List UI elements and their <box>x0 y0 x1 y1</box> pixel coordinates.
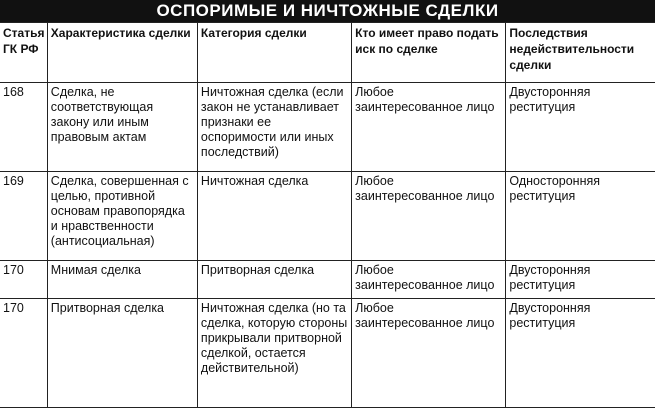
transactions-table <box>0 22 655 408</box>
cell-characteristic: Сделка, совершенная с целью, противной основам правопорядка и нравственности (антисоциальная) <box>47 172 197 261</box>
table-header-row <box>0 23 655 83</box>
table-row <box>0 172 655 261</box>
header-consequences: Последствия недействительности сделки <box>506 23 655 83</box>
table-row <box>0 299 655 408</box>
cell-category: Ничтожная сделка <box>197 172 351 261</box>
table-row <box>0 83 655 172</box>
cell-article: 169 <box>0 172 47 261</box>
cell-consequences: Двусторонняя реституция <box>506 83 655 172</box>
header-category: Категория сделки <box>197 23 351 83</box>
page-title: ОСПОРИМЫЕ И НИЧТОЖНЫЕ СДЕЛКИ <box>0 0 655 22</box>
cell-characteristic: Мнимая сделка <box>47 261 197 299</box>
cell-article: 170 <box>0 299 47 408</box>
cell-article: 170 <box>0 261 47 299</box>
cell-claimant: Любое заинтересованное лицо <box>352 83 506 172</box>
header-claimant: Кто имеет право подать иск по сделке <box>352 23 506 83</box>
table-row <box>0 261 655 299</box>
cell-characteristic: Сделка, не соответствующая закону или иным правовым актам <box>47 83 197 172</box>
cell-claimant: Любое заинтересованное лицо <box>352 261 506 299</box>
cell-consequences: Двусторонняя реституция <box>506 299 655 408</box>
cell-article: 168 <box>0 83 47 172</box>
header-characteristic: Характеристика сделки <box>47 23 197 83</box>
cell-category: Притворная сделка <box>197 261 351 299</box>
cell-category: Ничтожная сделка (но та сделка, которую стороны прикрывали притворной сделкой, остается действительной) <box>197 299 351 408</box>
cell-claimant: Любое заинтересованное лицо <box>352 172 506 261</box>
cell-characteristic: Притворная сделка <box>47 299 197 408</box>
cell-category: Ничтожная сделка (если закон не устанавливает признаки ее оспоримости или иных последствий) <box>197 83 351 172</box>
cell-claimant: Любое заинтересованное лицо <box>352 299 506 408</box>
cell-consequences: Односторонняя реституция <box>506 172 655 261</box>
header-article: Статья ГК РФ <box>0 23 47 83</box>
cell-consequences: Двусторонняя реституция <box>506 261 655 299</box>
